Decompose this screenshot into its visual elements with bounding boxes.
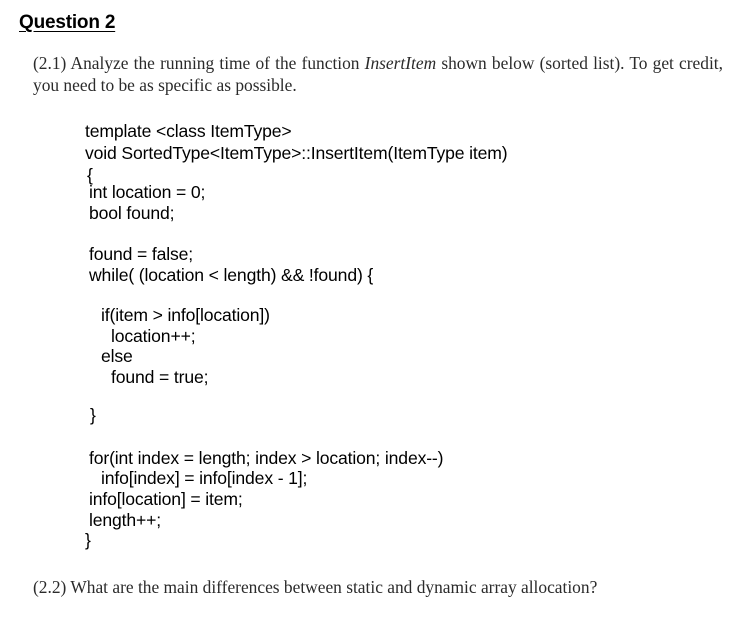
code-line: { — [87, 165, 93, 185]
code-line: int location = 0; — [89, 182, 206, 202]
part-1-suffix: shown below (sorted list). To get credit, you need to be as specific as possible. — [33, 53, 723, 95]
code-line: void SortedType<ItemType>::InsertItem(ItemType item) — [85, 143, 508, 163]
code-line: while( (location < length) && !found) { — [89, 265, 374, 285]
function-name: InsertItem — [364, 53, 437, 73]
code-line: length++; — [89, 510, 162, 530]
code-line: } — [90, 405, 96, 425]
code-line: info[location] = item; — [89, 489, 243, 509]
code-line: found = false; — [89, 244, 194, 264]
code-line: } — [85, 530, 91, 550]
question-part-2: (2.2) What are the main differences between static and dynamic array allocation? — [33, 577, 598, 597]
code-line: info[index] = info[index - 1]; — [101, 468, 308, 488]
code-line: else — [101, 346, 133, 366]
code-line: template <class ItemType> — [85, 121, 292, 141]
part-1-prefix: (2.1) Analyze the running time of the function — [33, 53, 365, 73]
code-line: location++; — [111, 326, 196, 346]
question-part-1 — [33, 52, 723, 96]
code-line: if(item > info[location]) — [101, 305, 270, 325]
question-heading: Question 2 — [19, 12, 116, 33]
code-line: found = true; — [111, 367, 209, 387]
code-line: for(int index = length; index > location; index--) — [89, 448, 444, 468]
code-line: bool found; — [89, 203, 175, 223]
